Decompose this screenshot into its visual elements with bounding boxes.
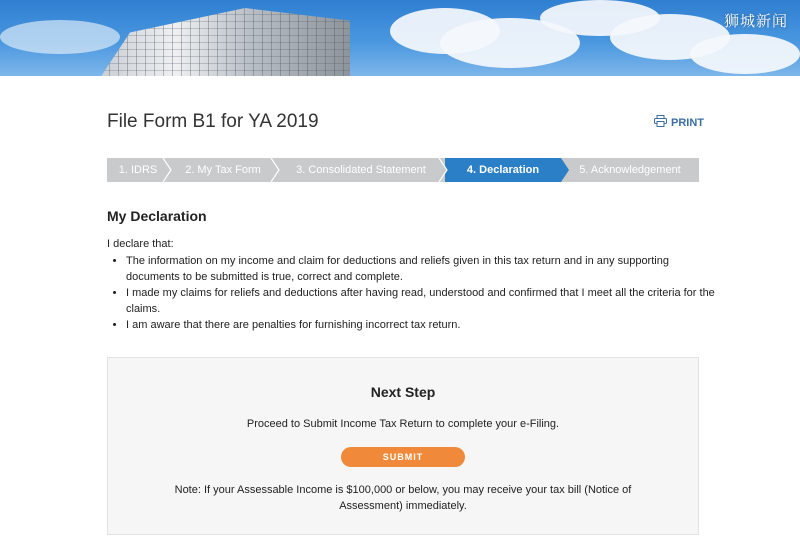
step-label: 2. My Tax Form (185, 164, 261, 176)
print-button[interactable] (654, 115, 704, 130)
list-item: • The information on my income and claim for deductions and reliefs given in this tax return and in any supporting documents to be submitted is true, correct and complete. (126, 253, 716, 285)
declaration-intro: I declare that: (107, 238, 174, 250)
list-item: • I made my claims for reliefs and deductions after having read, understood and confirmed that I meet all the criteria for the claims. (126, 285, 716, 317)
step-label: 4. Declaration (466, 164, 540, 176)
header-banner (0, 0, 800, 76)
step-tracker (107, 158, 699, 182)
step-chevrons (107, 158, 699, 182)
next-step-text: Proceed to Submit Income Tax Return to complete your e-Filing. (246, 418, 560, 430)
next-step-heading: Next Step (370, 384, 436, 400)
next-step-panel (107, 357, 699, 535)
page-title: File Form B1 for YA 2019 (107, 111, 319, 132)
watermark-text: 狮城新闻 (723, 13, 788, 30)
assessment-note: Note: If your Assessable Income is $100,000 or below, you may receive your tax bill (Notice of Assessment) immediately. (174, 484, 632, 512)
step-label: 1. IDRS (118, 164, 158, 176)
step-label: 5. Acknowledgement (579, 164, 681, 176)
step-label: 3. Consolidated Statement (296, 164, 426, 176)
printer-icon (654, 115, 667, 130)
print-label: PRINT (671, 116, 704, 129)
declaration-heading: My Declaration (107, 208, 207, 224)
list-item: • I am aware that there are penalties for furnishing incorrect tax return. (126, 317, 716, 333)
submit-button[interactable]: SUBMIT (341, 447, 465, 467)
declaration-list (107, 253, 716, 333)
